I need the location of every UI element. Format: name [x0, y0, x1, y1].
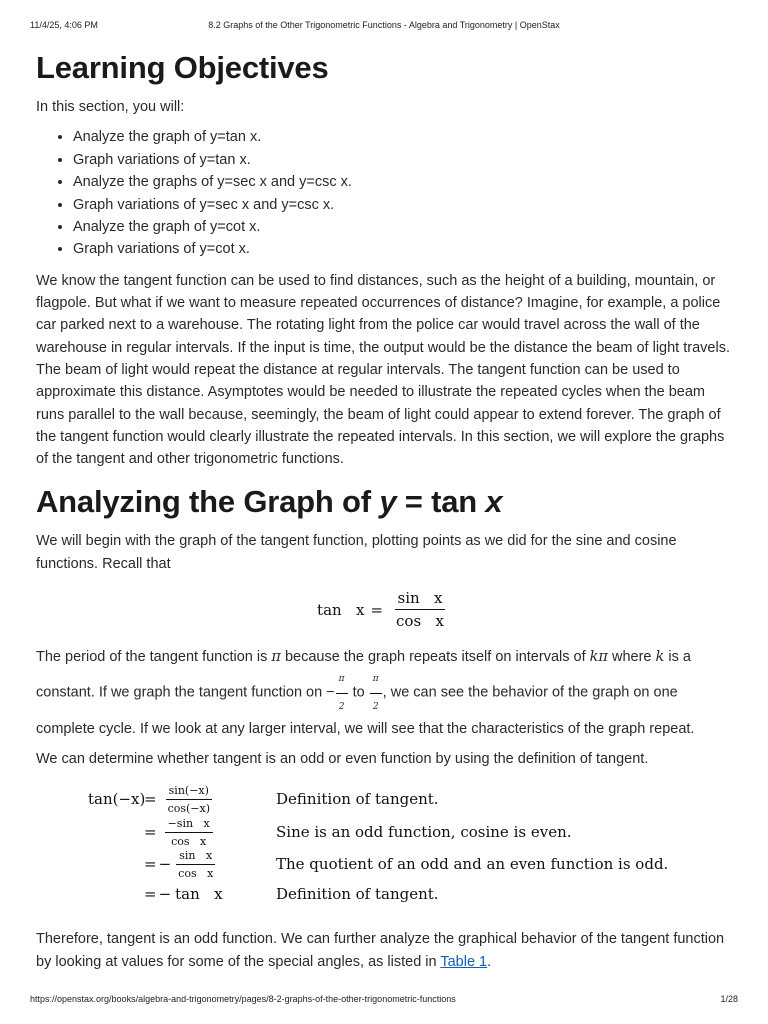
equation-lhs: tan x	[317, 600, 365, 619]
derivation-rhs	[140, 885, 276, 903]
print-datetime: 11/4/25, 4:06 PM	[30, 20, 98, 30]
fraction-denominator: 2	[372, 701, 379, 712]
objective-item: • Graph variations of y=cot x.	[73, 238, 732, 260]
period-text-5: to	[348, 684, 369, 701]
derivation-row	[88, 880, 732, 908]
derivation-equals: =	[144, 885, 157, 904]
derivation-rhs	[140, 784, 276, 815]
period-text-1: The period of the tangent function is	[36, 649, 272, 665]
derivation-rhs	[140, 817, 276, 848]
derivation-equals: =	[144, 855, 157, 874]
derivation-denominator: cos x	[171, 834, 207, 848]
derivation-numerator: sin x	[176, 849, 215, 865]
period-paragraph	[36, 646, 732, 740]
fraction-denominator: 2	[338, 701, 345, 712]
derivation-lhs: tan(−x)	[88, 790, 146, 809]
conclusion-text: Therefore, tangent is an odd function. We can further analyze the graphical behavior of the tangent function by looking at values for some of the special angles, as listed in	[36, 931, 725, 970]
period-text-3: where	[607, 649, 656, 665]
period-text-6: , we can see the behavior of the graph on one complete cycle. If we look at any larger interval, we will see that the characteristics of the graph repeat.	[36, 684, 695, 737]
section-heading-prefix: Analyzing the Graph of	[36, 484, 380, 520]
objectives-list	[36, 126, 732, 260]
equation-numerator: sin x	[395, 589, 446, 610]
fraction-numerator: π	[370, 668, 382, 693]
derivation-plain: tan x	[175, 885, 223, 904]
table-1-link[interactable]: Table 1	[440, 953, 488, 970]
pi-over-two-fraction	[370, 668, 382, 718]
derivation-fraction	[175, 849, 216, 880]
derivation-rhs	[140, 849, 276, 880]
derivation-row	[88, 848, 732, 880]
odd-function-derivation	[88, 782, 732, 908]
derivation-note: The quotient of an odd and an even function is odd.	[276, 855, 669, 874]
derivation-sign: −	[158, 855, 172, 874]
objective-item: • Analyze the graph of y=tan x.	[73, 126, 732, 148]
objective-item: • Analyze the graphs of y=sec x and y=csc x.	[73, 171, 732, 193]
derivation-numerator: sin(−x)	[166, 784, 212, 800]
odd-even-paragraph: We can determine whether tangent is an odd or even function by using the definition of tangent.	[36, 751, 649, 768]
section-heading-mid: = tan	[396, 484, 486, 520]
pi-over-two-fraction	[336, 668, 348, 718]
print-url: https://openstax.org/books/algebra-and-trigonometry/pages/8-2-graphs-of-the-other-trigonometric-functions	[30, 994, 456, 1004]
print-page-number: 1/28	[720, 994, 738, 1004]
objectives-intro: In this section, you will:	[36, 99, 185, 115]
print-page-title: 8.2 Graphs of the Other Trigonometric Functions - Algebra and Trigonometry | OpenStax	[208, 20, 560, 30]
learning-objectives-heading: Learning Objectives	[36, 50, 329, 85]
page-content	[36, 48, 732, 973]
section-heading-var-x: x	[485, 484, 503, 520]
fraction-numerator: π	[336, 668, 348, 693]
objective-item: • Graph variations of y=tan x.	[73, 149, 732, 171]
derivation-note: Definition of tangent.	[276, 790, 439, 809]
derivation-denominator: cos x	[178, 866, 214, 880]
derivation-equals: =	[144, 790, 157, 809]
pi-symbol: π	[271, 649, 281, 665]
conclusion-tail: .	[487, 953, 492, 970]
derivation-sign: −	[158, 885, 172, 904]
derivation-fraction	[165, 784, 213, 815]
k-pi-symbol: kπ	[589, 649, 608, 665]
derivation-note: Definition of tangent.	[276, 885, 439, 904]
period-text-2: because the graph repeats itself on intervals of	[280, 649, 590, 665]
derivation-denominator: cos(−x)	[167, 801, 211, 815]
derivation-row	[88, 782, 732, 816]
derivation-fraction	[165, 817, 213, 848]
section-heading	[36, 482, 732, 522]
derivation-note: Sine is an odd function, cosine is even.	[276, 823, 572, 842]
equation-denominator: cos x	[396, 612, 444, 630]
equation-fraction	[393, 589, 447, 630]
equation-equals: =	[370, 600, 384, 619]
conclusion-paragraph	[36, 928, 732, 973]
k-symbol: k	[655, 649, 665, 665]
derivation-row	[88, 816, 732, 848]
objective-item: • Graph variations of y=sec x and y=csc x.	[73, 194, 732, 216]
intro-paragraph: We know the tangent function can be used to find distances, such as the height of a building, mountain, or flagpole. But what if we want to measure repeated occurrences of distance? Imagine, for example, a police car parked next to a warehouse. The rotating light from the police car would travel across the wall of the warehouse in regular intervals. If the input is time, the output would be the distance the beam of light travels. The beam of light would repeat the distance at regular intervals. The tangent function can be used to approximate this distance. Asymptotes would be needed to illustrate the repeated cycles when the beam runs parallel to the wall because, seemingly, the beam of light could appear to extend forever. The graph of the tangent function would clearly illustrate the repeated intervals. In this section, we will explore the graphs of the tangent and other trigonometric functions.	[36, 272, 730, 468]
period-text-4: is a constant. If we graph the tangent function on	[36, 649, 691, 701]
minus-sign: −	[326, 684, 335, 701]
begin-paragraph: We will begin with the graph of the tangent function, plotting points as we did for the sine and cosine functions. Recall that	[36, 533, 677, 572]
tan-definition-equation	[36, 589, 732, 630]
derivation-equals: =	[144, 823, 157, 842]
section-heading-var-y: y	[379, 484, 397, 520]
objective-item: • Analyze the graph of y=cot x.	[73, 216, 732, 238]
derivation-numerator: −sin x	[165, 817, 213, 833]
